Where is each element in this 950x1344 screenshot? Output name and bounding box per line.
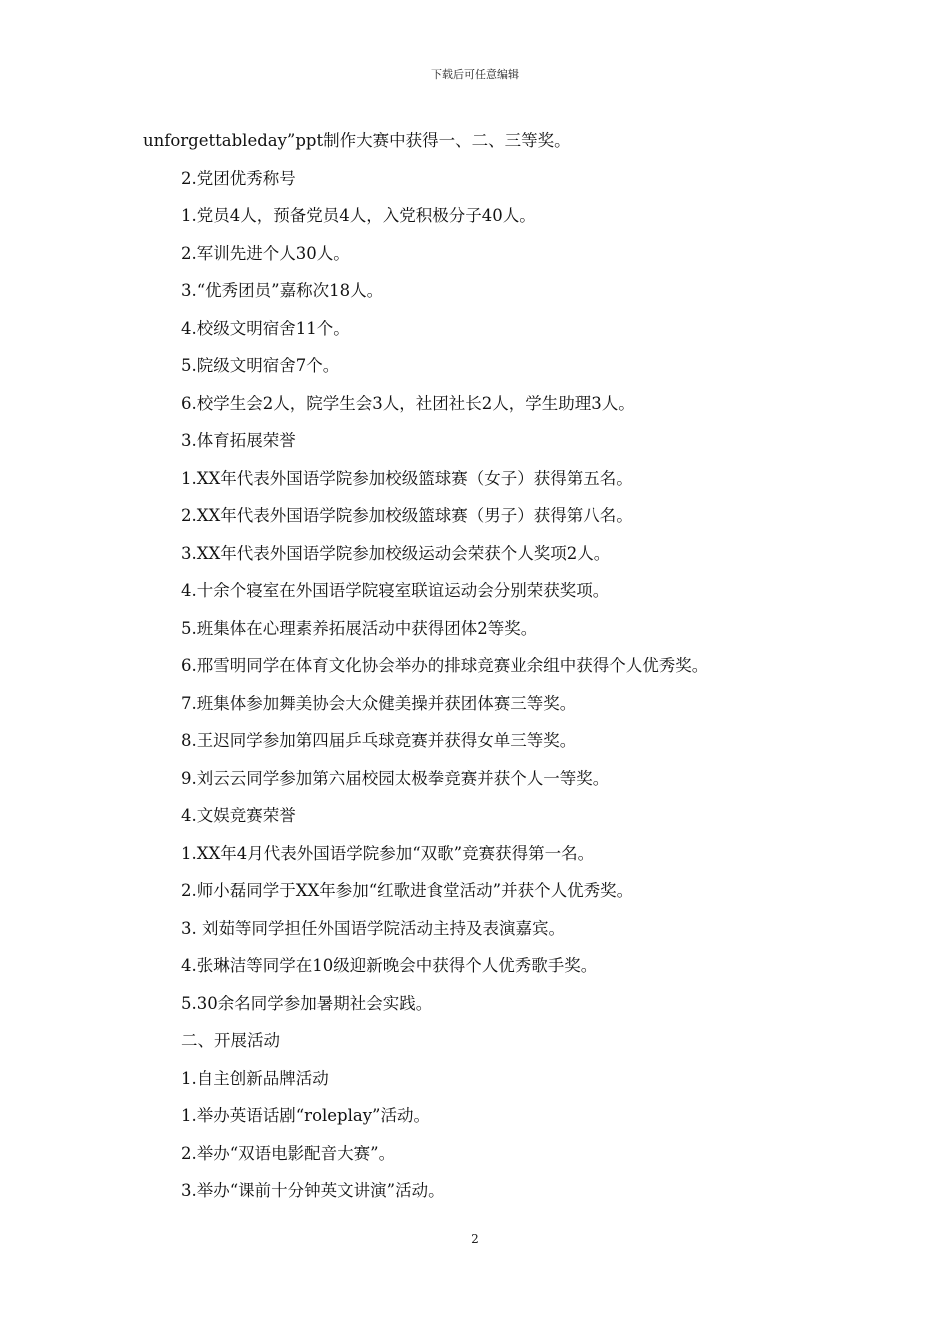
- paragraph-line: 8.王迟同学参加第四届乒乓球竞赛并获得女单三等奖。: [181, 731, 577, 750]
- paragraph-line: 9.刘云云同学参加第六届校园太极拳竞赛并获个人一等奖。: [181, 768, 610, 788]
- paragraph-line: 1.XX年代表外国语学院参加校级篮球赛（女子）获得第五名。: [181, 468, 633, 488]
- paragraph-line: unforgettableday”ppt制作大赛中获得一、二、三等奖。: [143, 131, 571, 150]
- document-body: [0, 122, 950, 1210]
- paragraph-line: 2.军训先进个人30人。: [181, 243, 350, 263]
- paragraph-line: 2.党团优秀称号: [181, 168, 296, 188]
- paragraph-line: 二、开展活动: [181, 1031, 280, 1050]
- paragraph-line: 3. 刘茹等同学担任外国语学院活动主持及表演嘉宾。: [181, 918, 565, 938]
- paragraph-line: 1.党员4人，预备党员4人，入党积极分子40人。: [181, 206, 536, 225]
- paragraph-line: 3.举办“课前十分钟英文讲演”活动。: [181, 1181, 445, 1200]
- paragraph-line: 1.自主创新品牌活动: [181, 1068, 329, 1088]
- paragraph-line: 3.XX年代表外国语学院参加校级运动会荣获个人奖项2人。: [181, 543, 611, 563]
- paragraph-line: 1.举办英语话剧“roleplay”活动。: [181, 1106, 430, 1125]
- paragraph-line: 5.院级文明宿舍7个。: [181, 356, 340, 375]
- paragraph-line: 4.文娱竞赛荣誉: [181, 806, 296, 825]
- paragraph-line: 2.举办“双语电影配音大赛”。: [181, 1143, 396, 1163]
- paragraph-line: 6.校学生会2人，院学生会3人，社团社长2人，学生助理3人。: [181, 393, 635, 413]
- paragraph-line: 3.体育拓展荣誉: [181, 431, 296, 450]
- paragraph-line: 7.班集体参加舞美协会大众健美操并获团体赛三等奖。: [181, 693, 577, 713]
- paragraph-line: 2.师小磊同学于XX年参加“红歌进食堂活动”并获个人优秀奖。: [181, 881, 634, 900]
- paragraph-line: 4.十余个寝室在外国语学院寝室联谊运动会分别荣获奖项。: [181, 581, 610, 600]
- paragraph-line: 5.班集体在心理素养拓展活动中获得团体2等奖。: [181, 618, 538, 638]
- paragraph-line: 6.邢雪明同学在体育文化协会举办的排球竞赛业余组中获得个人优秀奖。: [181, 656, 709, 675]
- paragraph-line: 1.XX年4月代表外国语学院参加“双歌”竞赛获得第一名。: [181, 843, 595, 863]
- paragraph-line: 4.校级文明宿舍11个。: [181, 318, 350, 338]
- paragraph-line: 2.XX年代表外国语学院参加校级篮球赛（男子）获得第八名。: [181, 506, 633, 525]
- page-header: 下载后可任意编辑: [431, 68, 519, 81]
- page-number: 2: [471, 1232, 479, 1246]
- paragraph-line: 3.“优秀团员”嘉称次18人。: [181, 281, 384, 300]
- paragraph-line: 5.30余名同学参加暑期社会实践。: [181, 993, 433, 1013]
- paragraph-line: 4.张琳洁等同学在10级迎新晚会中获得个人优秀歌手奖。: [181, 956, 598, 975]
